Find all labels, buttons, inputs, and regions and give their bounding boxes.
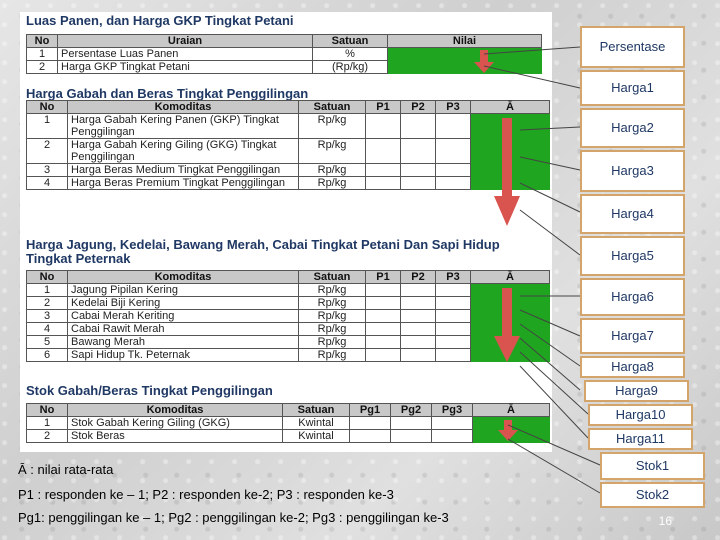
- cell-satuan: Rp/kg: [299, 164, 366, 177]
- cell-komoditas: Harga Beras Premium Tingkat Penggilingan: [68, 177, 299, 190]
- cell-satuan: Rp/kg: [299, 323, 366, 336]
- header-p2: P2: [401, 271, 436, 284]
- header-satuan: Satuan: [299, 101, 366, 114]
- cell-no: 3: [27, 164, 68, 177]
- header-satuan: Satuan: [313, 35, 388, 48]
- cell-no: 3: [27, 310, 68, 323]
- cell-komoditas: Stok Beras: [68, 430, 283, 443]
- cell-no: 1: [27, 48, 58, 61]
- cell-no: 1: [27, 284, 68, 297]
- header-p2: P2: [401, 101, 436, 114]
- cell-komoditas: Kedelai Biji Kering: [68, 297, 299, 310]
- header-nilai: Nilai: [388, 35, 542, 48]
- callout-harga6: Harga6: [580, 278, 685, 316]
- callout-stok2: Stok2: [600, 482, 705, 508]
- cell-satuan: Rp/kg: [299, 349, 366, 362]
- cell-satuan: Kwintal: [283, 417, 350, 430]
- callout-harga1: Harga1: [580, 70, 685, 106]
- section4-title: Stok Gabah/Beras Tingkat Penggilingan: [26, 383, 273, 398]
- header-p1: P1: [366, 101, 401, 114]
- header-komoditas: Komoditas: [68, 101, 299, 114]
- header-uraian: Uraian: [58, 35, 313, 48]
- header-satuan: Satuan: [299, 271, 366, 284]
- callout-harga11: Harga11: [588, 428, 693, 450]
- legend-responden: P1 : responden ke – 1; P2 : responden ke-2; P3 : responden ke-3: [18, 487, 394, 502]
- callout-harga9: Harga9: [584, 380, 689, 402]
- cell-satuan: Rp/kg: [299, 284, 366, 297]
- cell-satuan: %: [313, 48, 388, 61]
- header-komoditas: Komoditas: [68, 404, 283, 417]
- header-p1: P1: [366, 271, 401, 284]
- callout-harga4: Harga4: [580, 194, 685, 234]
- cell-komoditas: Harga Gabah Kering Panen (GKP) Tingkat Penggilingan: [68, 114, 299, 139]
- callout-persentase: Persentase: [580, 26, 685, 68]
- callout-stok1: Stok1: [600, 452, 705, 480]
- cell-komoditas: Jagung Pipilan Kering: [68, 284, 299, 297]
- header-komoditas: Komoditas: [68, 271, 299, 284]
- legend-avg: Ā : nilai rata-rata: [18, 462, 114, 477]
- cell-komoditas: Harga Gabah Kering Giling (GKG) Tingkat Penggilingan: [68, 139, 299, 164]
- cell-satuan: Rp/kg: [299, 139, 366, 164]
- cell-komoditas: Bawang Merah: [68, 336, 299, 349]
- callout-harga10: Harga10: [588, 404, 693, 426]
- header-avg: Ā: [471, 101, 550, 114]
- header-avg: Ā: [471, 271, 550, 284]
- section3-title: Harga Jagung, Kedelai, Bawang Merah, Cabai Tingkat Petani Dan Sapi Hidup Tingkat Peternak: [26, 237, 500, 266]
- cell-no: 2: [27, 297, 68, 310]
- cell-satuan: Rp/kg: [299, 114, 366, 139]
- page-number: 16: [658, 514, 672, 528]
- cell-no: 1: [27, 114, 68, 139]
- cell-komoditas: Cabai Rawit Merah: [68, 323, 299, 336]
- section1-title: Luas Panen, dan Harga GKP Tingkat Petani: [26, 13, 294, 28]
- cell-no: 5: [27, 336, 68, 349]
- cell-no: 1: [27, 417, 68, 430]
- cell-satuan: Kwintal: [283, 430, 350, 443]
- header-avg: Ā: [473, 404, 550, 417]
- callout-harga3: Harga3: [580, 150, 685, 192]
- cell-uraian: Persentase Luas Panen: [58, 48, 313, 61]
- cell-satuan: Rp/kg: [299, 310, 366, 323]
- header-satuan: Satuan: [283, 404, 350, 417]
- cell-no: 4: [27, 177, 68, 190]
- header-no: No: [27, 35, 58, 48]
- header-no: No: [27, 404, 68, 417]
- cell-no: 4: [27, 323, 68, 336]
- cell-komoditas: Stok Gabah Kering Giling (GKG): [68, 417, 283, 430]
- cell-satuan: Rp/kg: [299, 177, 366, 190]
- cell-satuan: Rp/kg: [299, 336, 366, 349]
- cell-satuan: Rp/kg: [299, 297, 366, 310]
- callout-harga7: Harga7: [580, 318, 685, 354]
- header-p3: P3: [436, 101, 471, 114]
- callout-harga8: Harga8: [580, 356, 685, 378]
- header-no: No: [27, 101, 68, 114]
- header-pg3: Pg3: [432, 404, 473, 417]
- cell-satuan: (Rp/kg): [313, 61, 388, 74]
- cell-uraian: Harga GKP Tingkat Petani: [58, 61, 313, 74]
- header-no: No: [27, 271, 68, 284]
- header-pg1: Pg1: [350, 404, 391, 417]
- section2-title: Harga Gabah dan Beras Tingkat Penggilingan: [26, 86, 309, 101]
- cell-no: 6: [27, 349, 68, 362]
- cell-no: 2: [27, 61, 58, 74]
- header-p3: P3: [436, 271, 471, 284]
- cell-komoditas: Sapi Hidup Tk. Peternak: [68, 349, 299, 362]
- cell-no: 2: [27, 139, 68, 164]
- legend-penggilingan: Pg1: penggilingan ke – 1; Pg2 : penggilingan ke-2; Pg3 : penggilingan ke-3: [18, 510, 449, 525]
- callout-harga5: Harga5: [580, 236, 685, 276]
- cell-no: 2: [27, 430, 68, 443]
- cell-komoditas: Harga Beras Medium Tingkat Penggilingan: [68, 164, 299, 177]
- header-pg2: Pg2: [391, 404, 432, 417]
- cell-komoditas: Cabai Merah Keriting: [68, 310, 299, 323]
- callout-harga2: Harga2: [580, 108, 685, 148]
